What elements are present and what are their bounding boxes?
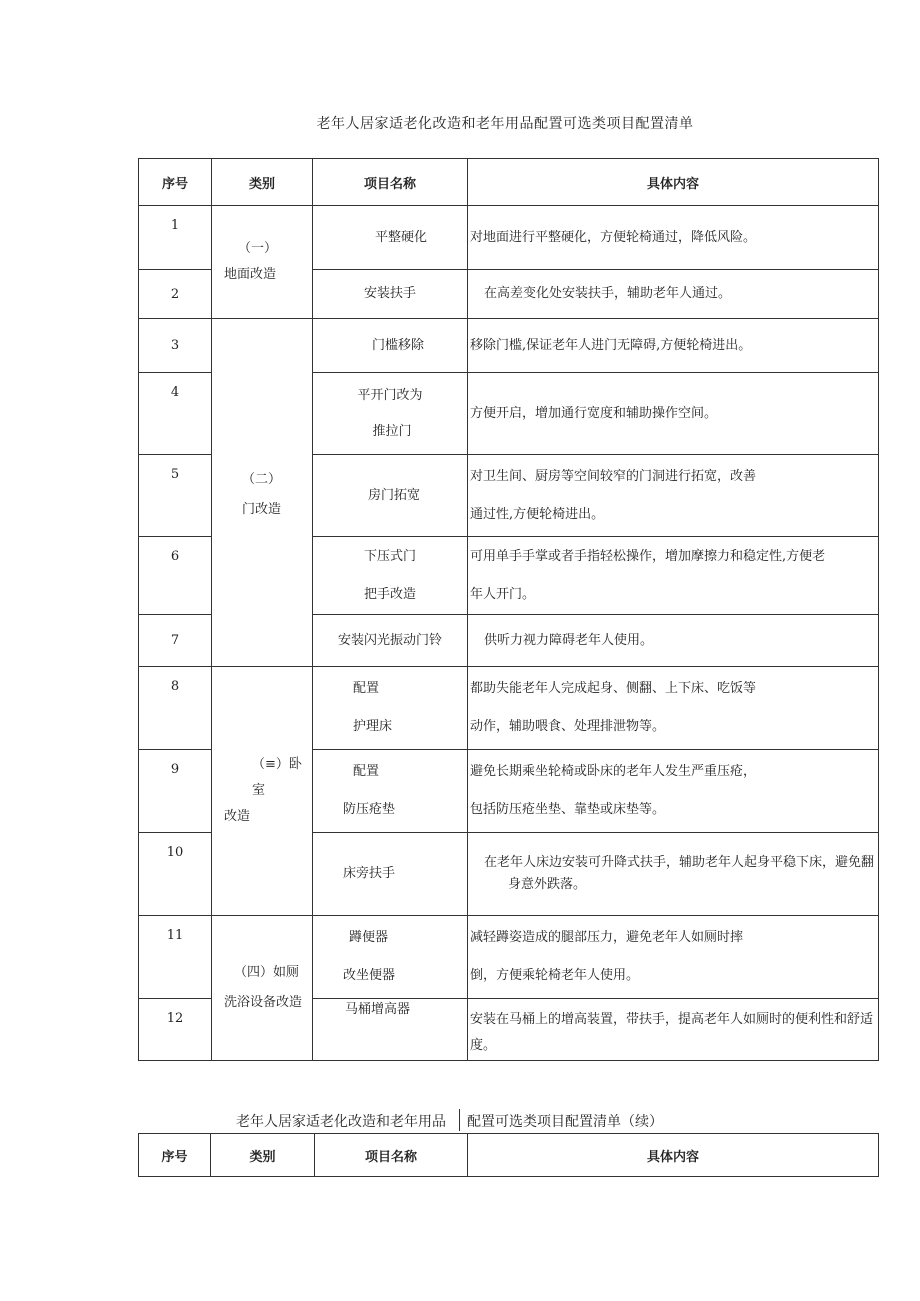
config-table-continued <box>138 1133 879 1177</box>
header-no: 序号 <box>139 1134 211 1177</box>
header-category: 类别 <box>212 159 313 206</box>
item-name: 安装扶手 <box>313 270 468 319</box>
item-content: 减轻蹲姿造成的腿部压力，避免老年人如厕时摔 倒，方便乘轮椅老年人使用。 <box>468 916 879 999</box>
row-number: 11 <box>139 916 212 999</box>
item-name: 蹲便器 改坐便器 <box>313 916 468 999</box>
category-label: 改造 <box>224 809 251 824</box>
item-content: 安装在马桶上的增高装置，带扶手，提高老年人如厕时的便利性和舒适 度。 <box>468 999 879 1061</box>
item-name: 平整硬化 <box>313 206 468 270</box>
item-name: 平开门改为 推拉门 <box>313 373 468 455</box>
item-name: 下压式门 把手改造 <box>313 537 468 615</box>
item-name: 配置 护理床 <box>313 667 468 750</box>
header-content: 具体内容 <box>468 159 879 206</box>
table-row <box>139 319 879 373</box>
item-content: 对卫生间、厨房等空间较窄的门洞进行拓宽，改善 通过性,方便轮椅进出。 <box>468 455 879 537</box>
header-no: 序号 <box>139 159 212 206</box>
item-content: 对地面进行平整硬化，方便轮椅通过，降低风险。 <box>468 206 879 270</box>
row-number: 5 <box>139 455 212 537</box>
continued-title <box>236 1111 663 1131</box>
row-number: 6 <box>139 537 212 615</box>
category-label: （≡）卧室 <box>252 757 302 798</box>
category-toilet <box>212 916 313 1061</box>
category-label: （一） <box>238 241 278 256</box>
row-number: 4 <box>139 373 212 455</box>
item-content: 都助失能老年人完成起身、侧翻、上下床、吃饭等 动作，辅助喂食、处理排泄物等。 <box>468 667 879 750</box>
item-name: 配置 防压疮垫 <box>313 750 468 833</box>
item-content: 在老年人床边安装可升降式扶手，辅助老年人起身平稳下床，避免翻 身意外跌落。 <box>468 833 879 916</box>
category-label: 地面改造 <box>224 267 277 282</box>
title-divider <box>459 1109 460 1131</box>
item-content: 避免长期乘坐轮椅或卧床的老年人发生严重压疮， 包括防压疮坐垫、靠垫或床垫等。 <box>468 750 879 833</box>
continued-title-part2: 配置可选类项目配置清单（续） <box>467 1114 663 1130</box>
row-number: 3 <box>139 319 212 373</box>
category-floor <box>212 206 313 319</box>
table-row <box>139 206 879 270</box>
item-content: 可用单手手掌或者手指轻松操作，增加摩擦力和稳定性,方便老 年人开门。 <box>468 537 879 615</box>
item-name: 安装闪光振动门铃 <box>313 615 468 667</box>
item-content: 方便开启，增加通行宽度和辅助操作空间。 <box>468 373 879 455</box>
row-number: 9 <box>139 750 212 833</box>
header-item: 项目名称 <box>313 159 468 206</box>
continued-title-part1: 老年人居家适老化改造和老年用品 <box>236 1114 446 1130</box>
row-number: 1 <box>139 206 212 270</box>
page-title: 老年人居家适老化改造和老年用品配置可选类项目配置清单 <box>316 116 694 132</box>
header-item: 项目名称 <box>315 1134 468 1177</box>
row-number: 2 <box>139 270 212 319</box>
category-bedroom <box>212 667 313 916</box>
table-row <box>139 667 879 750</box>
item-name: 马桶增高器 <box>313 999 468 1061</box>
category-label: （四）如厕 <box>234 965 300 980</box>
item-content: 在高差变化处安装扶手，辅助老年人通过。 <box>468 270 879 319</box>
item-name: 床旁扶手 <box>313 833 468 916</box>
item-content: 供听力视力障碍老年人使用。 <box>468 615 879 667</box>
item-name: 门槛移除 <box>313 319 468 373</box>
header-category: 类别 <box>211 1134 315 1177</box>
category-door <box>212 319 313 667</box>
row-number: 12 <box>139 999 212 1061</box>
item-content: 移除门槛,保证老年人进门无障碍,方便轮椅进出。 <box>468 319 879 373</box>
row-number: 10 <box>139 833 212 916</box>
table-header-row <box>139 159 879 206</box>
table-header-row <box>139 1134 879 1177</box>
header-content: 具体内容 <box>468 1134 879 1177</box>
category-label: 门改造 <box>242 501 282 517</box>
category-label: 洗浴设备改造 <box>224 995 303 1010</box>
item-name: 房门拓宽 <box>313 455 468 537</box>
row-number: 8 <box>139 667 212 750</box>
row-number: 7 <box>139 615 212 667</box>
config-table <box>138 158 879 1061</box>
category-label: （二） <box>242 471 282 487</box>
table-row <box>139 916 879 999</box>
